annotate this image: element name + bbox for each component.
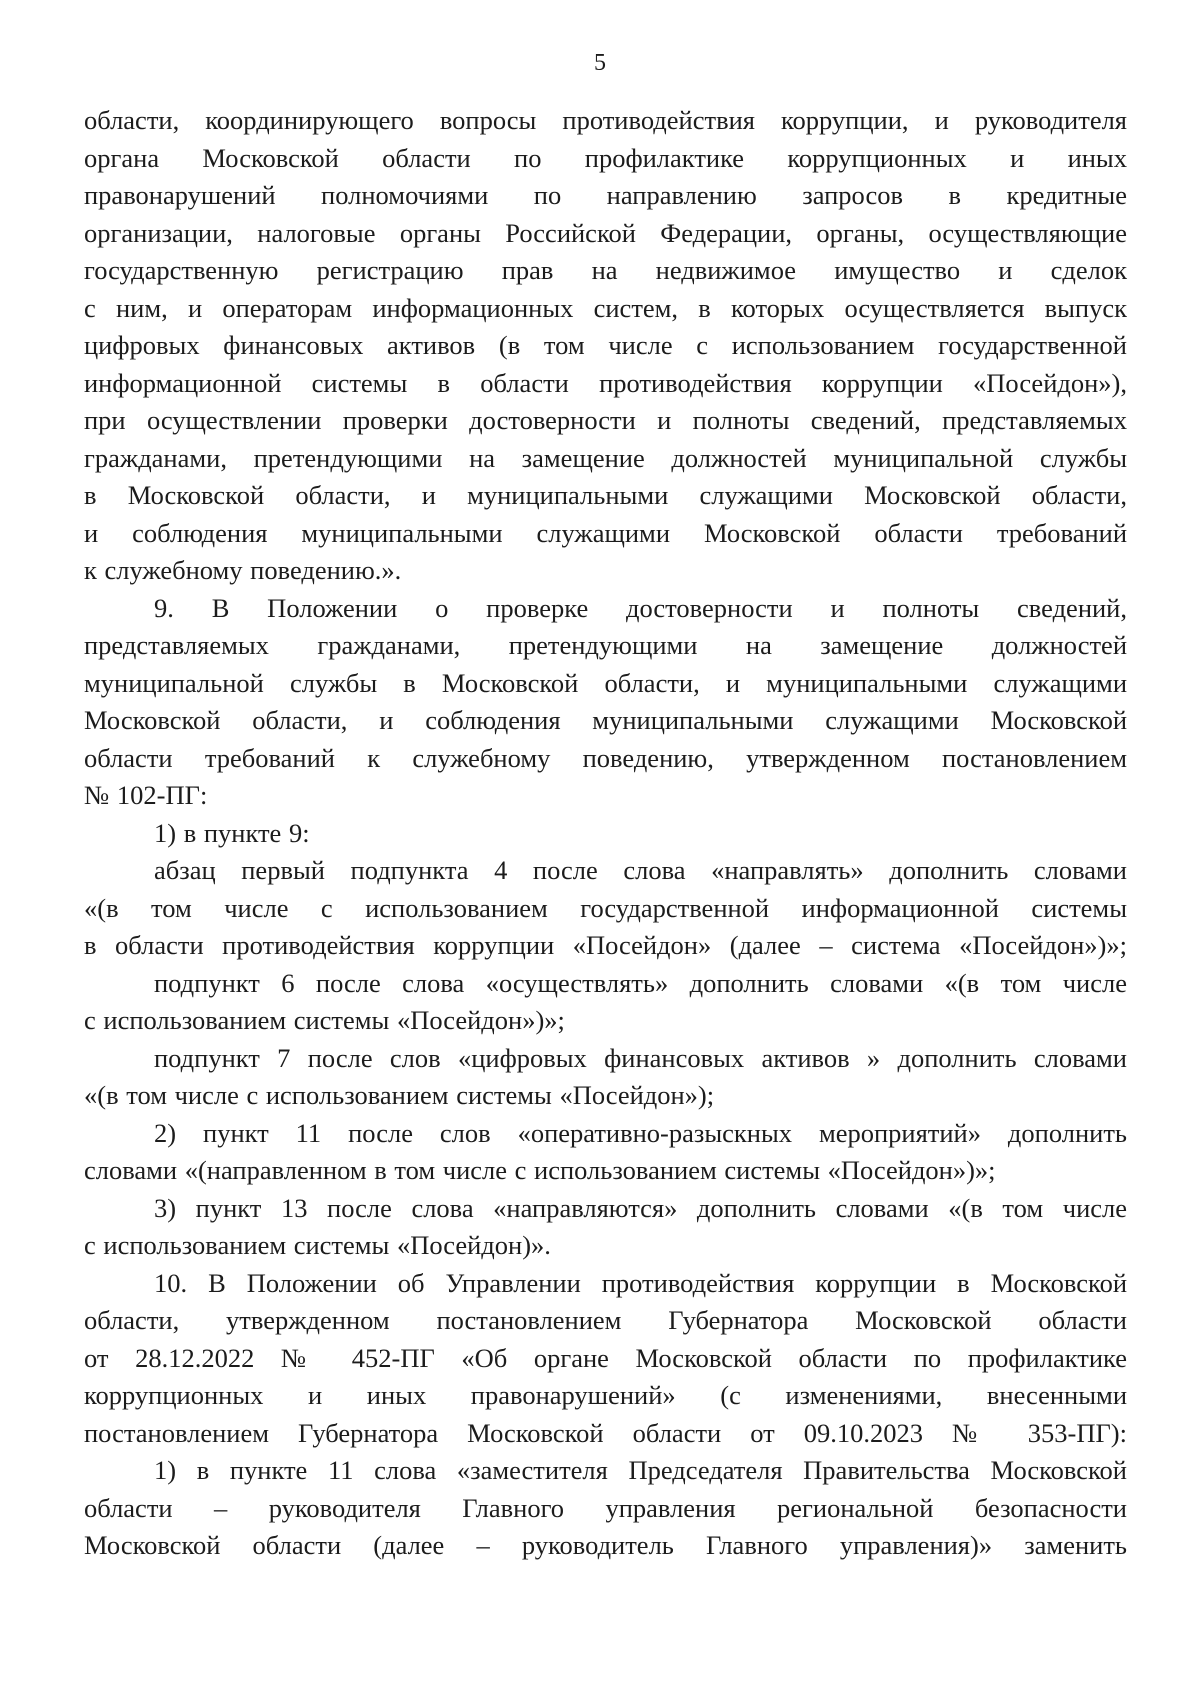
text-line: постановлением Губернатора Московской области от 09.10.2023 № 353-ПГ): [84,1417,1127,1448]
text-line: представляемых гражданами, претендующими на замещение должностей [84,630,1127,660]
text-line: «(в том числе с использованием системы «Посейдон»); [84,1080,715,1110]
text-line: с ним, и операторам информационных систем, в которых осуществляется выпуск [84,292,1127,323]
text-line: в Московской области, и муниципальными служащими Московской области, [84,480,1127,510]
text-line: подпункт 6 после слова «осуществлять» дополнить словами «(в том числе [154,967,1127,998]
text-line: 2) пункт 11 после слов «оперативно-разыскных мероприятий» дополнить [154,1117,1127,1148]
text-line: правонарушений полномочиями по направлению запросов в кредитные [84,180,1127,210]
document-body [84,102,1127,1565]
text-line: области – руководителя Главного управления региональной безопасности [84,1492,1127,1523]
text-line: коррупционных и иных правонарушений» (с изменениями, внесенными [84,1380,1127,1410]
text-line: 1) в пункте 9: [154,817,310,848]
text-line: государственную регистрацию прав на недвижимое имущество и сделок [84,255,1127,285]
text-line: 9. В Положении о проверке достоверности и полноты сведений, [154,592,1127,623]
text-line: Московской области (далее – руководитель Главного управления)» заменить [84,1530,1127,1560]
text-line: и соблюдения муниципальными служащими Московской области требований [84,517,1127,548]
text-line: № 102-ПГ: [84,780,208,810]
text-line: 3) пункт 13 после слова «направляются» дополнить словами «(в том числе [154,1192,1127,1223]
text-line: в области противодействия коррупции «Посейдон» (далее – система «Посейдон»)»; [84,930,1127,960]
text-line: словами «(направленном в том числе с использованием системы «Посейдон»)»; [84,1155,996,1185]
text-line: Московской области, и соблюдения муниципальными служащими Московской [84,705,1127,735]
text-line: органа Московской области по профилактике коррупционных и иных [84,142,1127,173]
text-line: «(в том числе с использованием государственной информационной системы [84,892,1127,923]
text-line: цифровых финансовых активов (в том числе с использованием государственной [84,330,1127,360]
text-line: 1) в пункте 11 слова «заместителя Председателя Правительства Московской [154,1455,1127,1485]
text-line: абзац первый подпункта 4 после слова «направлять» дополнить словами [154,855,1127,885]
text-line: с использованием системы «Посейдон)». [84,1230,551,1260]
page-number: 5 [594,50,606,76]
text-line: области, координирующего вопросы противодействия коррупции, и руководителя [84,105,1127,135]
text-line: области требований к служебному поведению, утвержденном постановлением [84,742,1127,773]
text-line: с использованием системы «Посейдон»)»; [84,1005,565,1035]
text-line: при осуществлении проверки достоверности и полноты сведений, представляемых [84,405,1127,435]
text-line: 10. В Положении об Управлении противодействия коррупции в Московской [154,1267,1127,1298]
text-line: к служебному поведению.». [84,555,402,585]
text-line: муниципальной службы в Московской области, и муниципальными служащими [84,667,1127,698]
text-line: от 28.12.2022 № 452-ПГ «Об органе Московской области по профилактике [84,1342,1127,1373]
text-line: области, утвержденном постановлением Губернатора Московской области [84,1305,1127,1335]
text-line: организации, налоговые органы Российской Федерации, органы, осуществляющие [84,217,1127,248]
text-line: информационной системы в области противодействия коррупции «Посейдон»), [84,367,1127,398]
text-line: гражданами, претендующими на замещение должностей муниципальной службы [84,442,1127,473]
text-line: подпункт 7 после слов «цифровых финансовых активов » дополнить словами [154,1042,1127,1073]
